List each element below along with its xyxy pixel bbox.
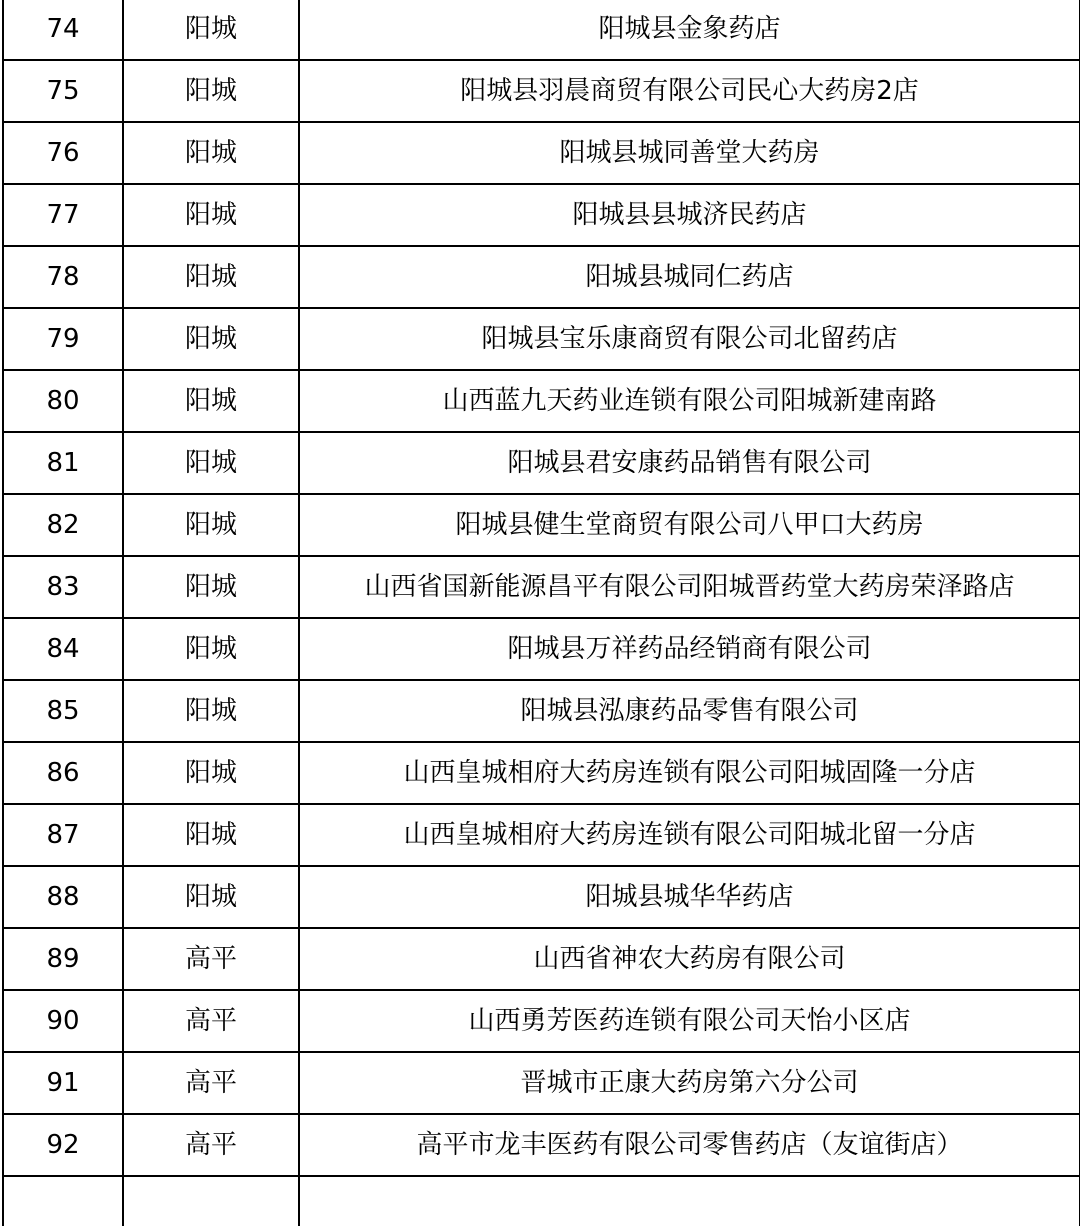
row-pharmacy-name: 阳城县城同善堂大药房 (299, 122, 1080, 184)
row-pharmacy-name: 阳城县泓康药品零售有限公司 (299, 680, 1080, 742)
row-number: 87 (3, 804, 123, 866)
row-county: 阳城 (123, 804, 299, 866)
row-county: 阳城 (123, 742, 299, 804)
row-pharmacy-name: 阳城县君安康药品销售有限公司 (299, 432, 1080, 494)
row-number: 83 (3, 556, 123, 618)
table-row (3, 556, 1080, 618)
row-county: 阳城 (123, 184, 299, 246)
table-row (3, 618, 1080, 680)
table-row (3, 60, 1080, 122)
row-number: 82 (3, 494, 123, 556)
row-pharmacy-name: 山西皇城相府大药房连锁有限公司阳城北留一分店 (299, 804, 1080, 866)
table-row (3, 0, 1080, 60)
row-county: 阳城 (123, 0, 299, 60)
pharmacy-table (2, 0, 1080, 1226)
table-row (3, 246, 1080, 308)
table-row (3, 370, 1080, 432)
row-county: 高平 (123, 990, 299, 1052)
row-county: 高平 (123, 1052, 299, 1114)
row-number: 86 (3, 742, 123, 804)
row-county: 阳城 (123, 60, 299, 122)
table-row (3, 742, 1080, 804)
table-row (3, 494, 1080, 556)
row-county: 阳城 (123, 618, 299, 680)
row-number: 79 (3, 308, 123, 370)
table-row (3, 928, 1080, 990)
row-number: 78 (3, 246, 123, 308)
row-county: 高平 (123, 928, 299, 990)
row-number: 80 (3, 370, 123, 432)
row-county: 阳城 (123, 432, 299, 494)
row-county: 阳城 (123, 494, 299, 556)
row-number (3, 1176, 123, 1226)
row-number: 81 (3, 432, 123, 494)
table-row (3, 1052, 1080, 1114)
row-county: 高平 (123, 1114, 299, 1176)
table-row (3, 184, 1080, 246)
row-pharmacy-name: 阳城县县城济民药店 (299, 184, 1080, 246)
row-county: 阳城 (123, 866, 299, 928)
row-county: 阳城 (123, 370, 299, 432)
table-body (3, 0, 1080, 1226)
table-row (3, 804, 1080, 866)
row-number: 90 (3, 990, 123, 1052)
table-row (3, 866, 1080, 928)
row-county: 阳城 (123, 680, 299, 742)
row-number: 91 (3, 1052, 123, 1114)
table-row (3, 1114, 1080, 1176)
row-number: 85 (3, 680, 123, 742)
row-pharmacy-name: 晋城市正康大药房第六分公司 (299, 1052, 1080, 1114)
table-row (3, 122, 1080, 184)
row-number: 77 (3, 184, 123, 246)
row-pharmacy-name: 山西省神农大药房有限公司 (299, 928, 1080, 990)
table-row (3, 990, 1080, 1052)
row-number: 75 (3, 60, 123, 122)
table-row (3, 432, 1080, 494)
row-pharmacy-name: 阳城县羽晨商贸有限公司民心大药房2店 (299, 60, 1080, 122)
table-row (3, 680, 1080, 742)
row-pharmacy-name: 山西省国新能源昌平有限公司阳城晋药堂大药房荣泽路店 (299, 556, 1080, 618)
row-pharmacy-name: 山西蓝九天药业连锁有限公司阳城新建南路 (299, 370, 1080, 432)
row-number: 76 (3, 122, 123, 184)
table-row (3, 308, 1080, 370)
row-pharmacy-name: 阳城县宝乐康商贸有限公司北留药店 (299, 308, 1080, 370)
row-pharmacy-name: 山西皇城相府大药房连锁有限公司阳城固隆一分店 (299, 742, 1080, 804)
row-pharmacy-name (299, 1176, 1080, 1226)
row-pharmacy-name: 阳城县城同仁药店 (299, 246, 1080, 308)
row-number: 89 (3, 928, 123, 990)
row-pharmacy-name: 阳城县城华华药店 (299, 866, 1080, 928)
row-county: 阳城 (123, 246, 299, 308)
row-number: 88 (3, 866, 123, 928)
row-pharmacy-name: 阳城县金象药店 (299, 0, 1080, 60)
row-number: 84 (3, 618, 123, 680)
row-pharmacy-name: 阳城县健生堂商贸有限公司八甲口大药房 (299, 494, 1080, 556)
row-pharmacy-name: 阳城县万祥药品经销商有限公司 (299, 618, 1080, 680)
row-pharmacy-name: 山西勇芳医药连锁有限公司天怡小区店 (299, 990, 1080, 1052)
table-row-partial (3, 1176, 1080, 1226)
row-county: 阳城 (123, 308, 299, 370)
row-county (123, 1176, 299, 1226)
row-county: 阳城 (123, 122, 299, 184)
row-number: 92 (3, 1114, 123, 1176)
row-number: 74 (3, 0, 123, 60)
row-pharmacy-name: 高平市龙丰医药有限公司零售药店（友谊街店） (299, 1114, 1080, 1176)
row-county: 阳城 (123, 556, 299, 618)
